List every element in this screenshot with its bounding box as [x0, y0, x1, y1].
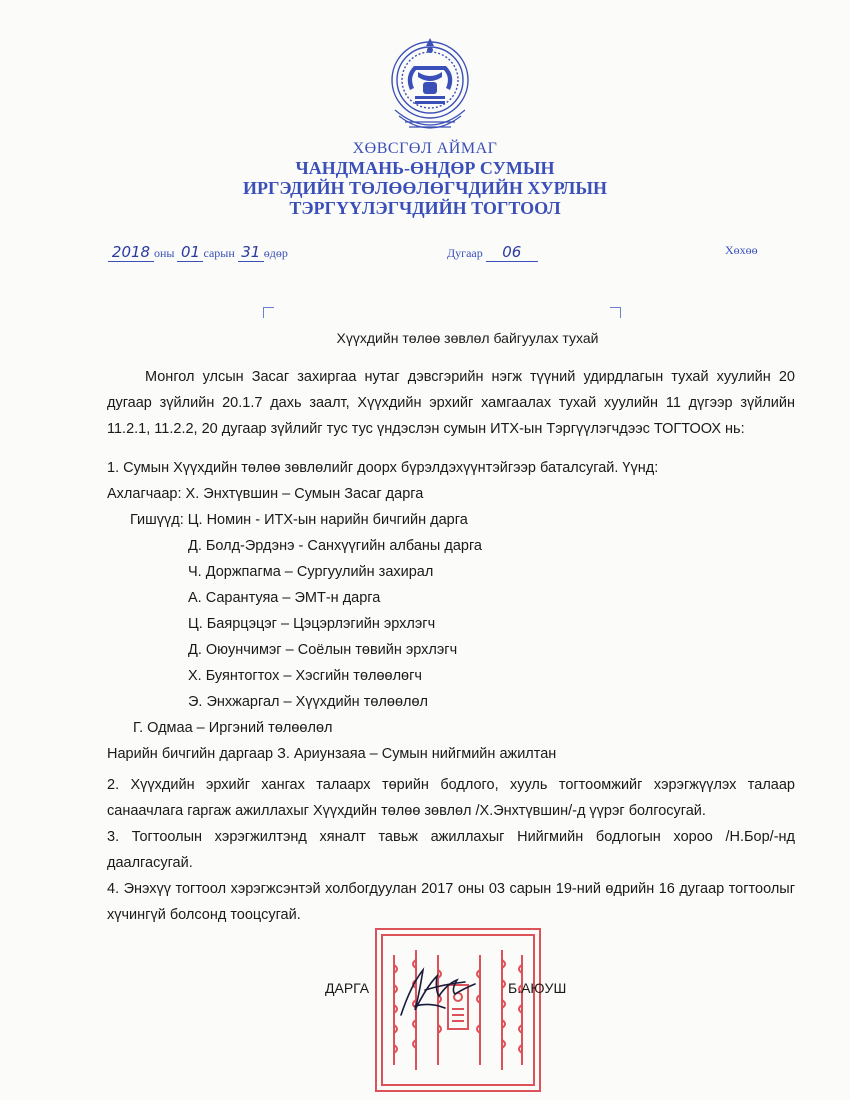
secretary-line: Нарийн бичгийн даргаар З. Ариунзаяа – Сумын нийгмийн ажилтан: [107, 746, 557, 762]
members-first-line: Гишүүд: Ц. Номин - ИТХ-ын нарийн бичгийн дарга: [130, 512, 468, 528]
item-1: 1. Сумын Хүүхдийн төлөө зөвлөлийг доорх бүрэлдэхүүнтэйгээр баталсугай. Үүнд:: [107, 460, 659, 476]
document-number: [447, 243, 538, 262]
member-line: Ч. Доржпагма – Сургуулийн захирал: [188, 564, 434, 580]
chair-line: Ахлагчаар: Х. Энхтүвшин – Сумын Засаг дарга: [107, 486, 424, 502]
member-line: А. Сарантуяа – ЭМТ-н дарга: [188, 590, 381, 606]
item-4: 4. Энэхүү тогтоол хэрэгжсэнтэй холбогдуулан 2017 оны 03 сарын 19-ний өдрийн 16 дугаар тогтоолыг хүчингүй болсонд тооцсугай.: [107, 881, 795, 923]
date-line: [108, 243, 288, 262]
preamble-paragraph: Монгол улсын Засаг захиргаа нутаг дэвсгэрийн нэгж түүний удирдлагын тухай хуулийн 20 дугаар зүйлийн 20.1.7 дахь заалт, Хүүхдийн эрхийг хамгаалах тухай хуулийн 11 дүгээр зүйлийн 11.2.1, 11.2.2, 20 дугаар зүйлийг тус тус үндэслэн сумын ИТХ-ын Тэргүүлэгчдээс ТОГТООХ нь:: [107, 369, 795, 437]
signature-title: ДАРГА: [325, 980, 370, 996]
member-line: Э. Энхжаргал – Хүүхдийн төлөөлөл: [188, 694, 429, 710]
handwritten-signature-icon: [395, 960, 485, 1020]
corner-mark-left: [263, 307, 274, 318]
member-line: Д. Болд-Эрдэнэ - Санхүүгийн албаны дарга: [188, 538, 482, 554]
header-document-type: ТЭРГҮҮЛЭГЧДИЙН ТОГТООЛ: [289, 198, 561, 218]
date-month: 01: [177, 243, 203, 262]
date-year: 2018: [108, 243, 154, 262]
issue-place: Хөхөө: [725, 243, 758, 257]
date-year-suffix: оны: [154, 246, 175, 260]
corner-mark-right: [610, 307, 621, 318]
header-province: ХӨВСГӨЛ АЙМАГ: [352, 140, 498, 157]
item-2: 2. Хүүхдийн эрхийг хангах талаарх төрийн бодлого, хууль тогтоомжийг хэрэгжүүлэх талаар санаачлага гаргаж ажиллахыг Хүүхдийн төлөө зөвлөл /Х.Энхтүвшин/-д үүрэг болгосугай.: [107, 777, 795, 819]
document-subject: Хүүхдийн төлөө зөвлөл байгуулах тухай: [336, 330, 599, 346]
number-value: 06: [486, 243, 538, 262]
member-line: Х. Буянтогтох – Хэсгийн төлөөлөгч: [188, 668, 422, 684]
member-line: Д. Оюунчимэг – Соёлын төвийн эрхлэгч: [188, 642, 458, 658]
header-council: ИРГЭДИЙН ТӨЛӨӨЛӨГЧДИЙН ХУРЛЫН: [242, 178, 607, 198]
member-line: Ц. Баярцэцэг – Цэцэрлэгийн эрхлэгч: [188, 616, 436, 632]
soyombo-emblem-icon: [385, 30, 475, 135]
header-soum: ЧАНДМАНЬ-ӨНДӨР СУМЫН: [295, 158, 555, 178]
date-day: 31: [238, 243, 264, 262]
date-month-suffix: сарын: [203, 246, 235, 260]
member-last-line: Г. Одмаа – Иргэний төлөөлөл: [133, 720, 333, 736]
number-label: Дугаар: [447, 246, 483, 260]
date-day-suffix: өдөр: [263, 246, 288, 260]
signature-name: Б.АЮУШ: [508, 980, 567, 996]
item-3: 3. Тогтоолын хэрэгжилтэнд хяналт тавьж ажиллахыг Нийгмийн бодлогын хороо /Н.Бор/-нд даалгасугай.: [107, 829, 795, 871]
